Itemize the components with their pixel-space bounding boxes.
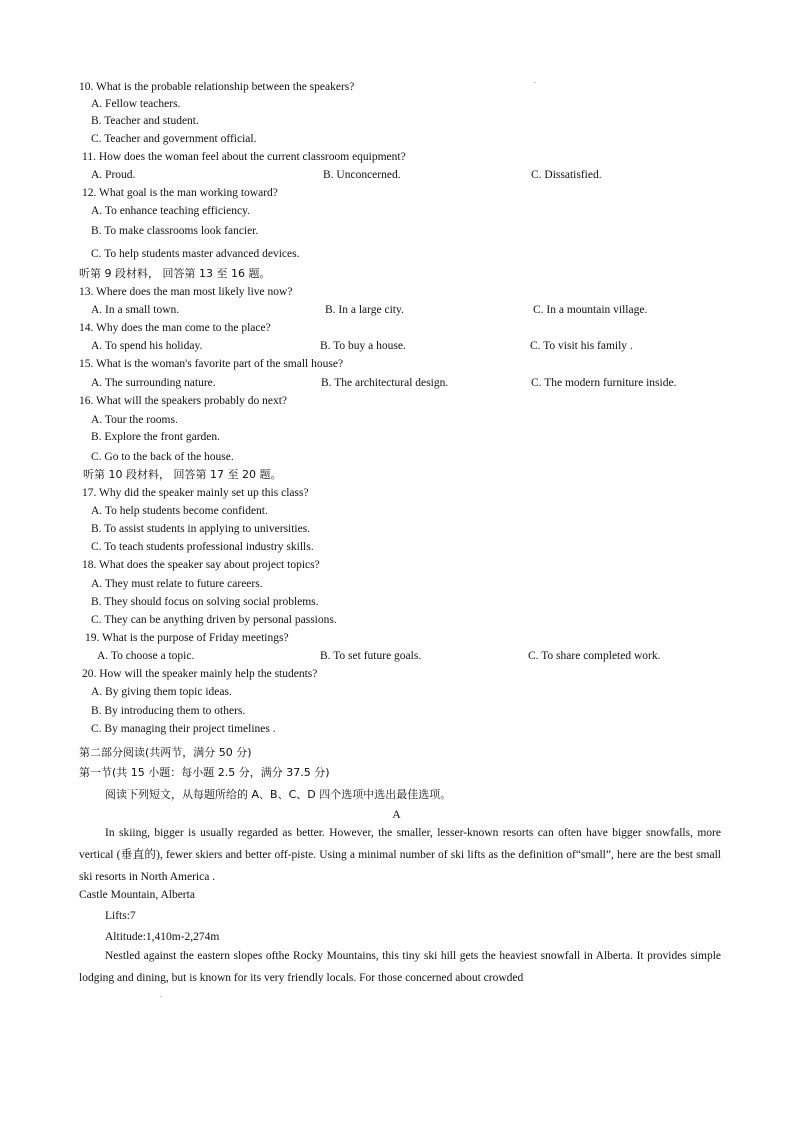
question-15-stem: 15. What is the woman's favorite part of the small house?: [79, 358, 344, 370]
question-19-option-c: C. To share completed work.: [528, 650, 661, 662]
question-20-option-a: A. By giving them topic ideas.: [91, 686, 232, 698]
question-16-option-b: B. Explore the front garden.: [91, 431, 221, 443]
question-18-stem: 18. What does the speaker say about project topics?: [82, 559, 320, 571]
question-14-option-a: A. To spend his holiday.: [91, 340, 203, 352]
question-11-option-b: B. Unconcerned.: [323, 169, 401, 181]
resort-altitude: Altitude:1,410m-2,274m: [105, 931, 220, 943]
question-20-option-b: B. By introducing them to others.: [91, 705, 246, 717]
resort-lifts: Lifts:7: [105, 910, 136, 922]
question-15-option-a: A. The surrounding nature.: [91, 377, 216, 389]
question-17-option-a: A. To help students become confident.: [91, 505, 268, 517]
question-17-option-c: C. To teach students professional industry skills.: [91, 541, 314, 553]
question-14-stem: 14. Why does the man come to the place?: [79, 322, 271, 334]
question-18-option-b: B. They should focus on solving social problems.: [91, 596, 319, 608]
section-10-instruction: 听第 10 段材料， 回答第 17 至 20 题。: [83, 468, 282, 481]
question-12-option-c: C. To help students master advanced devices.: [91, 248, 300, 260]
question-13-stem: 13. Where does the man most likely live now?: [79, 286, 293, 298]
question-15-option-b: B. The architectural design.: [321, 377, 449, 389]
question-20-option-c: C. By managing their project timelines .: [91, 723, 276, 735]
question-15-option-c: C. The modern furniture inside.: [531, 377, 677, 389]
question-12-stem: 12. What goal is the man working toward?: [82, 187, 278, 199]
question-10-option-b: B. Teacher and student.: [91, 115, 199, 127]
question-16-option-c: C. Go to the back of the house.: [91, 451, 234, 463]
question-19-option-b: B. To set future goals.: [320, 650, 422, 662]
resort-description: [79, 945, 721, 989]
reading-section-title: 第一节(共 15 小题：每小题 2.5 分，满分 37.5 分): [79, 766, 330, 779]
passage-intro-text: In skiing, bigger is usually regarded as better. However, the smaller, lesser-known resorts can often have bigger snowfalls, more vertical (垂直的), fewer skiers and better off-piste. Using a minimal number of ski lifts as the definition of“small”, here are the best small ski resorts in North America .: [79, 827, 721, 883]
question-18-option-a: A. They must relate to future careers.: [91, 578, 263, 590]
question-11-stem: 11. How does the woman feel about the current classroom equipment?: [82, 151, 406, 163]
question-20-stem: 20. How will the speaker mainly help the students?: [82, 668, 318, 680]
resort-name: Castle Mountain, Alberta: [79, 889, 195, 901]
question-18-option-c: C. They can be anything driven by personal passions.: [91, 614, 337, 626]
question-12-option-a: A. To enhance teaching efficiency.: [91, 205, 250, 217]
section-9-instruction: 听第 9 段材料， 回答第 13 至 16 题。: [79, 267, 271, 280]
question-17-option-b: B. To assist students in applying to universities.: [91, 523, 311, 535]
question-16-stem: 16. What will the speakers probably do next?: [79, 395, 288, 407]
question-16-option-a: A. Tour the rooms.: [91, 414, 178, 426]
question-11-option-a: A. Proud.: [91, 169, 136, 181]
question-10-option-c: C. Teacher and government official.: [91, 133, 257, 145]
question-19-option-a: A. To choose a topic.: [97, 650, 195, 662]
question-17-stem: 17. Why did the speaker mainly set up this class?: [82, 487, 309, 499]
question-13-option-a: A. In a small town.: [91, 304, 180, 316]
reading-instruction: 阅读下列短文，从每题所给的 A、B、C、D 四个选项中选出最佳选项。: [105, 788, 452, 801]
question-13-option-b: B. In a large city.: [325, 304, 404, 316]
scan-dot: .: [534, 76, 536, 85]
passage-intro: [79, 822, 721, 888]
question-12-option-b: B. To make classrooms look fancier.: [91, 225, 259, 237]
question-13-option-c: C. In a mountain village.: [533, 304, 648, 316]
question-14-option-c: C. To visit his family .: [530, 340, 633, 352]
passage-label: A: [392, 809, 401, 821]
resort-description-text: Nestled against the eastern slopes ofthe Rocky Mountains, this tiny ski hill gets the heaviest snowfall in Alberta. It provides simple lodging and dining, but is known for its very friendly locals. For those concerned about crowded: [79, 950, 721, 984]
question-11-option-c: C. Dissatisfied.: [531, 169, 602, 181]
question-14-option-b: B. To buy a house.: [320, 340, 406, 352]
question-10-option-a: A. Fellow teachers.: [91, 98, 181, 110]
reading-part-title: 第二部分阅读(共两节，满分 50 分): [79, 746, 252, 759]
question-10-stem: 10. What is the probable relationship between the speakers?: [79, 81, 355, 93]
question-19-stem: 19. What is the purpose of Friday meetings?: [85, 632, 289, 644]
scan-dot: .: [160, 990, 162, 999]
